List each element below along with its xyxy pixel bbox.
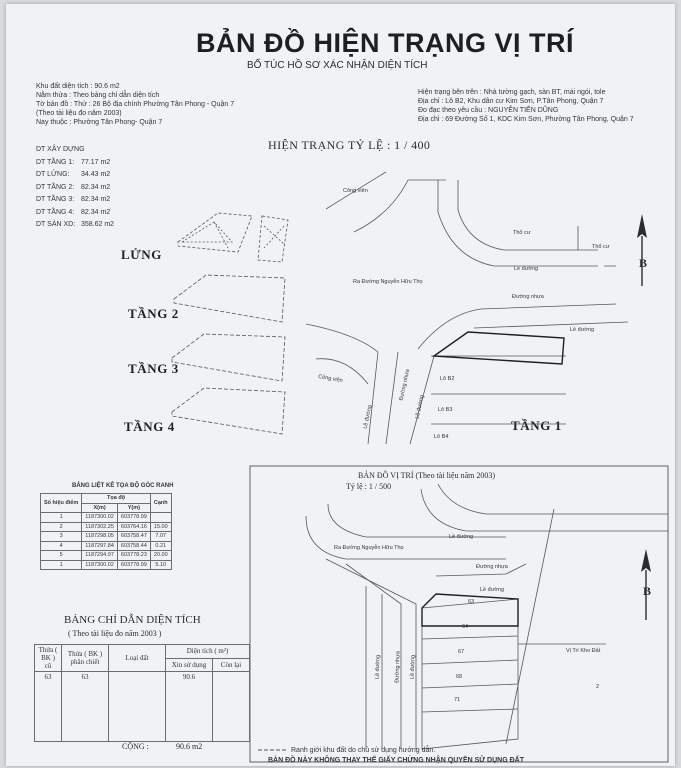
info-map-sheet: Tờ bản đồ : Thử : 26 Bộ địa chính Phường Tân Phong - Quận 7 [36, 101, 235, 108]
building-row: DT TẦNG 2: 82.34 m2 [36, 183, 111, 191]
info-area: Khu đất diện tích : 90.6 m2 [36, 83, 120, 90]
loc-label-curb-2: Lề đường [480, 587, 505, 593]
table-row: 5 1187294.97 603778.23 20.00 [41, 551, 172, 561]
building-row: DT LỬNG: 34.43 m2 [36, 171, 111, 178]
loc-lot-64: 64 [462, 624, 469, 630]
building-row: DT TẦNG 4: 82.34 m2 [36, 208, 111, 216]
table-row: 3 1187298.05 603758.47 7.07 [41, 532, 172, 542]
area-table-note: ( Theo tài liệu đo năm 2003 ) [68, 629, 162, 638]
map-label-curb-v: Lề đường [414, 394, 426, 420]
legend-boundary: Ranh giới khu đất do chủ sử dụng hướng dẫn. [291, 747, 436, 754]
building-row: DT SÀN XD: 358.62 m2 [36, 221, 115, 228]
area-table-title: BẢNG CHỈ DẪN DIỆN TÍCH [64, 614, 201, 626]
info-requester-address: Địa chỉ : 69 Đường Số 1, KDC Kim Sơn, Phường Tân Phong, Quận 7 [418, 116, 634, 123]
map-label-residential-2: Thổ cư [592, 244, 610, 250]
table-row: 1 1187300.02 603778.99 [41, 513, 172, 523]
col-coord: Tọa độ [82, 494, 151, 504]
map-label-lot-b2: Lô B2 [440, 376, 455, 382]
loc-label-lot-2: 2 [596, 684, 600, 690]
info-requester: Đo đạc theo yêu cầu : NGUYỄN TIẾN DŨNG [418, 107, 559, 114]
map-label-asphalt: Đường nhựa [512, 294, 544, 300]
map-label-lot-b4: Lô B4 [434, 434, 449, 440]
floor-label-tang1: TẦNG 1 [511, 418, 562, 433]
loc-label-asphalt-v: Đường nhựa [394, 651, 402, 683]
north-arrow-letter-2: B [643, 584, 652, 598]
loc-lot-63: 63 [468, 599, 475, 605]
map-label-park: Công viên [343, 188, 368, 194]
area-total-label: CỘNG : [122, 742, 149, 751]
table-row: 1 1187300.02 603778.99 5.10 [41, 560, 172, 570]
info-ward: Nay thuộc : Phường Tân Phong- Quận 7 [36, 119, 163, 126]
table-row: 63 63 90.6 [35, 672, 250, 742]
map-label-asphalt-v: Đường nhựa [398, 368, 412, 402]
map-label-curb-v2: Lề đường [362, 404, 374, 430]
building-heading: DT XÂY DỰNG [36, 146, 85, 153]
col-edge: Cạnh [150, 494, 171, 513]
north-arrow-letter: B [639, 256, 648, 270]
info-parcel: Nằm thửa : Theo bảng chỉ dẫn diện tích [36, 92, 160, 99]
info-address: Địa chỉ : Lô B2, Khu dân cư Kim Sơn, P.Tân Phong, Quận 7 [418, 98, 604, 105]
loc-label-road-exit: Ra Đường Nguyễn Hữu Thọ [334, 545, 404, 551]
coord-table [40, 493, 172, 570]
page-title: BẢN ĐỒ HIỆN TRẠNG VỊ TRÍ [196, 28, 575, 58]
table-row: 2 1187302.25 603764.16 15.00 [41, 522, 172, 532]
loc-label-asphalt: Đường nhựa [476, 564, 508, 570]
location-map-title: BẢN ĐỒ VỊ TRÍ (Theo tài liệu năm 2003) [358, 471, 496, 480]
floor-label-lung: LỬNG [121, 247, 162, 262]
loc-lot-68: 68 [456, 674, 463, 680]
building-row: DT TẦNG 1: 77.17 m2 [36, 158, 111, 166]
page-subtitle: BỔ TÚC HỒ SƠ XÁC NHẬN DIỆN TÍCH [247, 60, 428, 71]
loc-label-curb-v2: Lề đường [409, 654, 417, 680]
col-y: Y(m) [117, 503, 150, 513]
table-row: 4 1187297.84 603758.44 0.21 [41, 541, 172, 551]
current-scale: HIỆN TRẠNG TỶ LỆ : 1 / 400 [268, 138, 431, 152]
map-label-residential: Thổ cư [513, 230, 531, 236]
floor-label-tang4: TẦNG 4 [124, 419, 175, 434]
map-label-curb: Lề đường [514, 266, 539, 272]
map-label-lot-b3: Lô B3 [438, 407, 453, 413]
col-x: X(m) [82, 503, 118, 513]
col-point: Số hiệu điểm [41, 494, 82, 513]
loc-lot-67: 67 [458, 649, 465, 655]
info-current-state: Hiện trạng bên trên : Nhà tường gạch, sàn BT, mái ngói, tole [418, 89, 606, 96]
document-page [6, 4, 675, 766]
loc-label-curb: Lề đường [449, 534, 474, 540]
legend-disclaimer: BẢN ĐỒ NÀY KHÔNG THAY THẾ GIẤY CHỨNG NHẬN QUYỀN SỬ DỤNG ĐẤT [268, 757, 524, 764]
building-row: DT TẦNG 3: 82.34 m2 [36, 196, 111, 203]
loc-lot-71: 71 [454, 697, 461, 703]
area-table: Thửa ( BK ) cũ Thửa ( BK ) phân chiết Loại đất Diện tích ( m²) Xin sử dụng Còn lại 63 63 90.6 [34, 644, 250, 742]
floor-label-tang2: TẦNG 2 [128, 306, 179, 321]
loc-label-curb-v: Lề đường [374, 654, 382, 680]
loc-label-owner-note: Vị Trí Kho Đất [566, 648, 601, 654]
area-total-value: 90.6 m2 [176, 742, 203, 751]
map-label-curb-2: Lề đường [570, 327, 595, 333]
map-label-road-exit: Ra Đường Nguyễn Hữu Thọ [353, 279, 423, 285]
coord-table-title: BẢNG LIỆT KÊ TỌA ĐỘ GÓC RANH [72, 483, 174, 489]
floor-label-tang3: TẦNG 3 [128, 361, 179, 376]
map-label-park-2: Công viên [317, 373, 344, 385]
location-map-scale: Tỷ lệ : 1 / 500 [346, 482, 392, 491]
info-source: (Theo tài liệu đo năm 2003) [36, 110, 122, 117]
